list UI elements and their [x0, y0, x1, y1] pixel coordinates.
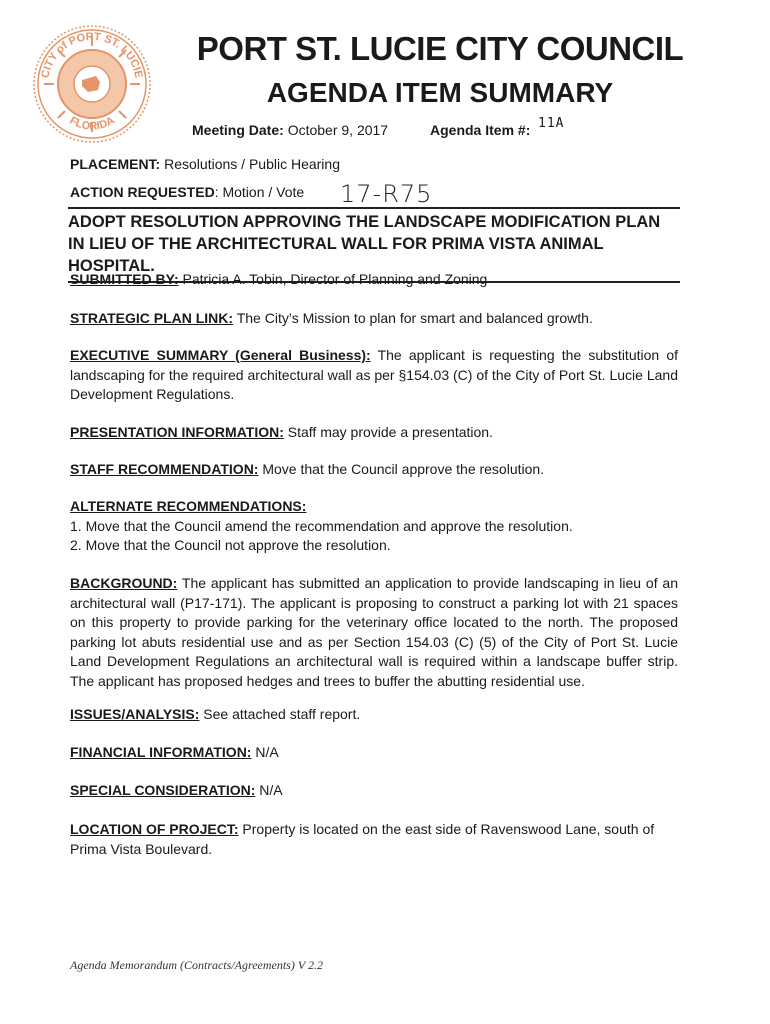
- page-title: PORT ST. LUCIE CITY COUNCIL: [196, 30, 684, 67]
- page-subtitle: AGENDA ITEM SUMMARY: [266, 77, 614, 108]
- footer-note: Agenda Memorandum (Contracts/Agreements) V 2.2: [70, 958, 323, 972]
- location-of-project: LOCATION OF PROJECT: Property is located on the east side of Ravenswood Lane, south of Prima Vista Boulevard.: [70, 821, 655, 857]
- handwritten-resolution-number: 17-R75: [340, 180, 433, 208]
- city-seal-logo: [30, 22, 154, 146]
- placement-line: [70, 156, 340, 172]
- alternate-recommendations: [70, 497, 678, 556]
- staff-recommendation: STAFF RECOMMENDATION: Move that the Council approve the resolution.: [70, 461, 545, 477]
- placement-value: Resolutions / Public Hearing: [164, 156, 340, 172]
- presentation-information: PRESENTATION INFORMATION: Staff may provide a presentation.: [70, 424, 493, 440]
- agenda-item-label: Agenda Item #:: [430, 122, 531, 138]
- background: BACKGROUND: The applicant has submitted an application to provide landscaping in lieu of an architectural wall (P17-171). The applicant is proposing to construct a parking lot with 21 spaces on this property to provide parking for the veterinary office located to the north. The proposed parking lot abuts residential use and as per Section 154.03 (C) (5) of the City of Port St. Lucie Land Development Regulations an architectural wall is required within a landscape buffer strip. The applicant has proposed hedges and trees to buffer the abutting residential use.: [70, 575, 678, 689]
- alternate-item-2: 2. Move that the Council not approve the resolution.: [70, 537, 391, 553]
- special-consideration: SPECIAL CONSIDERATION: N/A: [70, 782, 283, 798]
- financial-information: FINANCIAL INFORMATION: N/A: [70, 744, 279, 760]
- action-label: ACTION REQUESTED: [70, 184, 215, 200]
- meeting-date-value: October 9, 2017: [287, 122, 389, 138]
- executive-summary: EXECUTIVE SUMMARY (General Business): The applicant is requesting the substitution of landscaping for the required architectural wall as per §154.03 (C) of the City of Port St. Lucie Land Development Regulations.: [70, 347, 678, 402]
- action-value: : Motion / Vote: [214, 184, 305, 200]
- issues-analysis: ISSUES/ANALYSIS: See attached staff report.: [70, 706, 361, 722]
- agenda-item-number: 11A: [538, 116, 565, 131]
- meeting-date: [192, 122, 388, 138]
- alternate-item-1: 1. Move that the Council amend the recommendation and approve the resolution.: [70, 517, 573, 534]
- svg-text:FLORIDA: FLORIDA: [67, 114, 117, 133]
- meeting-date-label: Meeting Date:: [192, 122, 284, 138]
- alternate-label: ALTERNATE RECOMMENDATIONS:: [70, 498, 307, 514]
- submitted-by: SUBMITTED BY: Patricia A. Tobin, Director of Planning and Zoning: [70, 271, 488, 287]
- action-line: [70, 184, 304, 200]
- placement-label: PLACEMENT:: [70, 156, 161, 172]
- strategic-plan-link: STRATEGIC PLAN LINK: The City’s Mission to plan for smart and balanced growth.: [70, 310, 593, 326]
- item-heading: ADOPT RESOLUTION APPROVING THE LANDSCAPE MODIFICATION PLAN IN LIEU OF THE ARCHITECTURAL WALL FOR PRIMA VISTA ANIMAL HOSPITAL.: [68, 207, 680, 283]
- svg-text:CITY of PORT ST. LUCIE: CITY of PORT ST. LUCIE: [39, 30, 145, 80]
